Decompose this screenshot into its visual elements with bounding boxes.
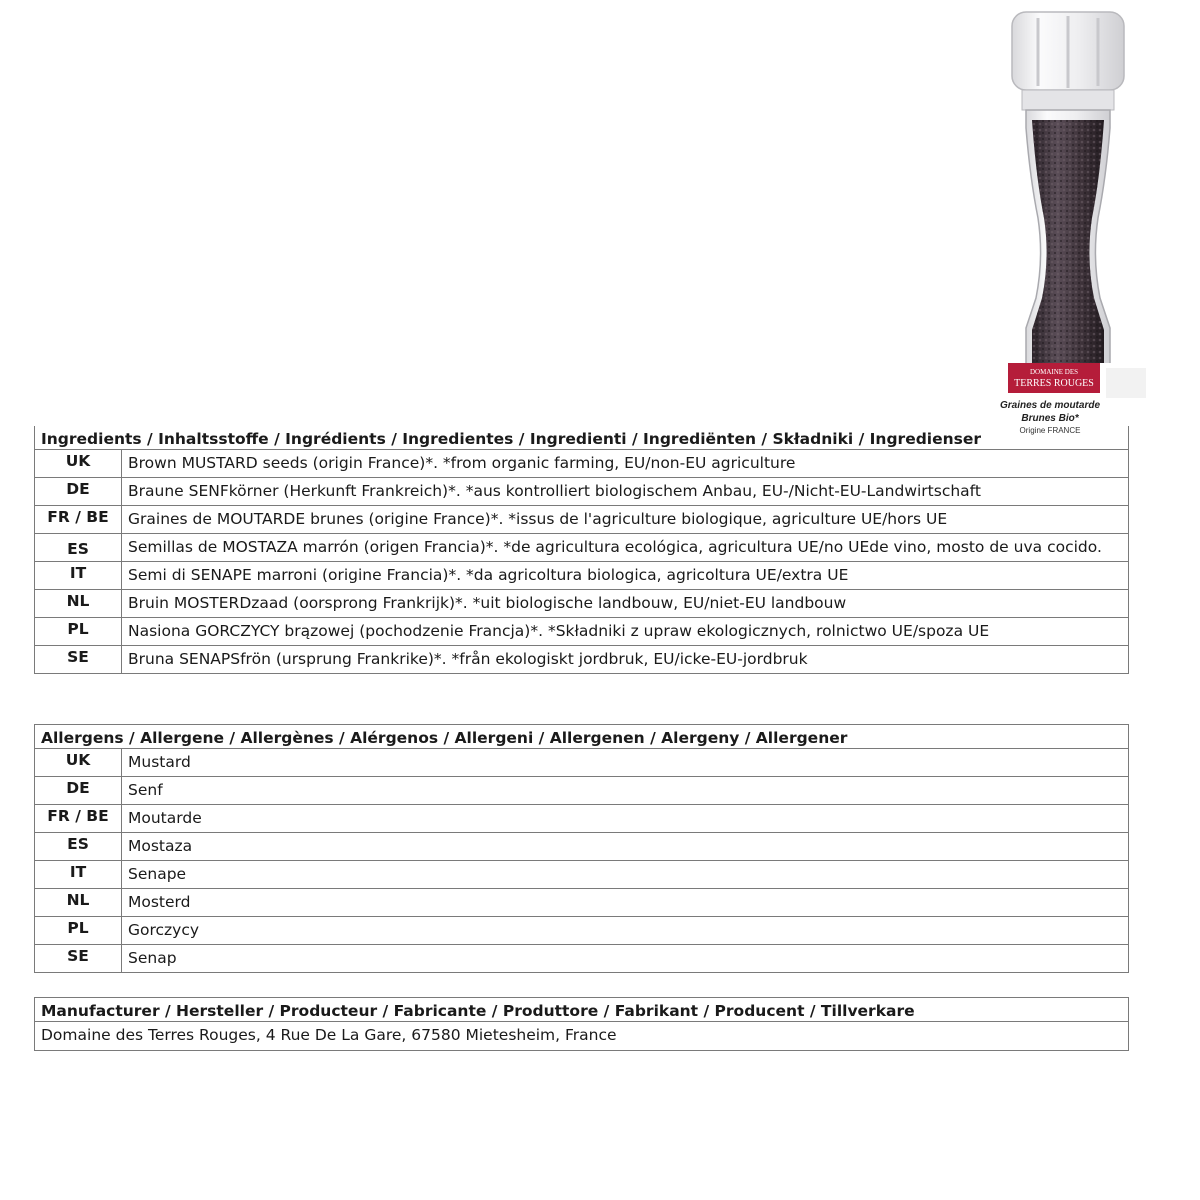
svg-text:Graines de moutarde: Graines de moutarde — [999, 400, 1101, 411]
allergen-text: Mostaza — [122, 833, 1129, 861]
ingredients-header: Ingredients / Inhaltsstoffe / Ingrédients / Ingredientes / Ingredienti / Ingrediënten / Składniki / Ingredienser — [35, 426, 1129, 450]
language-code: ES — [35, 534, 122, 562]
table-row — [35, 945, 1129, 973]
language-code: IT — [35, 562, 122, 590]
language-code: DE — [35, 777, 122, 805]
language-code: FR / BE — [35, 506, 122, 534]
table-row — [35, 450, 1129, 478]
table-row — [35, 833, 1129, 861]
language-code: SE — [35, 945, 122, 973]
language-code: FR / BE — [35, 805, 122, 833]
svg-text:DOMAINE DES: DOMAINE DES — [1029, 368, 1079, 376]
allergen-text: Senap — [122, 945, 1129, 973]
ingredient-text: Semi di SENAPE marroni (origine Francia)*. *da agricoltura biologica, agricoltura UE/extra UE — [122, 562, 1129, 590]
language-code: PL — [35, 917, 122, 945]
table-row — [35, 749, 1129, 777]
table-row — [35, 917, 1129, 945]
ingredient-text: Bruin MOSTERDzaad (oorsprong Frankrijk)*. *uit biologische landbouw, EU/niet-EU landbouw — [122, 590, 1129, 618]
svg-text:Origine FRANCE: Origine FRANCE — [1019, 426, 1081, 435]
allergen-text: Mosterd — [122, 889, 1129, 917]
language-code: IT — [35, 861, 122, 889]
allergen-text: Moutarde — [122, 805, 1129, 833]
manufacturer-header: Manufacturer / Hersteller / Producteur / Fabricante / Produttore / Fabrikant / Producent / Tillverkare — [35, 998, 1129, 1022]
table-row — [35, 618, 1129, 646]
allergen-text: Gorczycy — [122, 917, 1129, 945]
ingredient-text: Graines de MOUTARDE brunes (origine France)*. *issus de l'agriculture biologique, agriculture UE/hors UE — [122, 506, 1129, 534]
allergens-table — [34, 724, 1129, 973]
allergens-header: Allergens / Allergene / Allergènes / Alérgenos / Allergeni / Allergenen / Alergeny / Allergener — [35, 725, 1129, 749]
table-row — [35, 590, 1129, 618]
language-code: PL — [35, 618, 122, 646]
language-code: DE — [35, 478, 122, 506]
table-row — [35, 861, 1129, 889]
manufacturer-address: Domaine des Terres Rouges, 4 Rue De La Gare, 67580 Mietesheim, France — [35, 1022, 1129, 1051]
table-row — [35, 506, 1129, 534]
allergen-text: Senape — [122, 861, 1129, 889]
table-row — [35, 562, 1129, 590]
table-row — [35, 534, 1129, 562]
grinder-cap — [1012, 12, 1124, 110]
ingredient-text: Brown MUSTARD seeds (origin France)*. *from organic farming, EU/non-EU agriculture — [122, 450, 1129, 478]
table-row — [35, 889, 1129, 917]
language-code: UK — [35, 749, 122, 777]
table-row — [35, 805, 1129, 833]
language-code: SE — [35, 646, 122, 674]
language-code: NL — [35, 590, 122, 618]
language-code: ES — [35, 833, 122, 861]
allergen-text: Senf — [122, 777, 1129, 805]
ingredient-text: Braune SENFkörner (Herkunft Frankreich)*. *aus kontrolliert biologischem Anbau, EU-/Nicht-EU-Landwirtschaft — [122, 478, 1129, 506]
svg-text:TERRES ROUGES: TERRES ROUGES — [1014, 378, 1094, 389]
manufacturer-table — [34, 997, 1129, 1051]
svg-text:Brunes Bio*: Brunes Bio* — [1021, 413, 1079, 424]
ingredient-text: Semillas de MOSTAZA marrón (origen Francia)*. *de agricultura ecológica, agricultura UE/no UEde vino, mosto de uva cocido. — [122, 534, 1129, 562]
table-row — [35, 478, 1129, 506]
language-code: UK — [35, 450, 122, 478]
ingredient-text: Bruna SENAPSfrön (ursprung Frankrike)*. *från ekologiskt jordbruk, EU/icke-EU-jordbruk — [122, 646, 1129, 674]
language-code: NL — [35, 889, 122, 917]
table-row — [35, 777, 1129, 805]
table-row — [35, 646, 1129, 674]
ingredient-text: Nasiona GORCZYCY brązowej (pochodzenie Francja)*. *Składniki z upraw ekologicznych, rolnictwo UE/spoza UE — [122, 618, 1129, 646]
allergen-text: Mustard — [122, 749, 1129, 777]
ingredients-table — [34, 426, 1129, 674]
product-grinder-image — [978, 8, 1158, 440]
